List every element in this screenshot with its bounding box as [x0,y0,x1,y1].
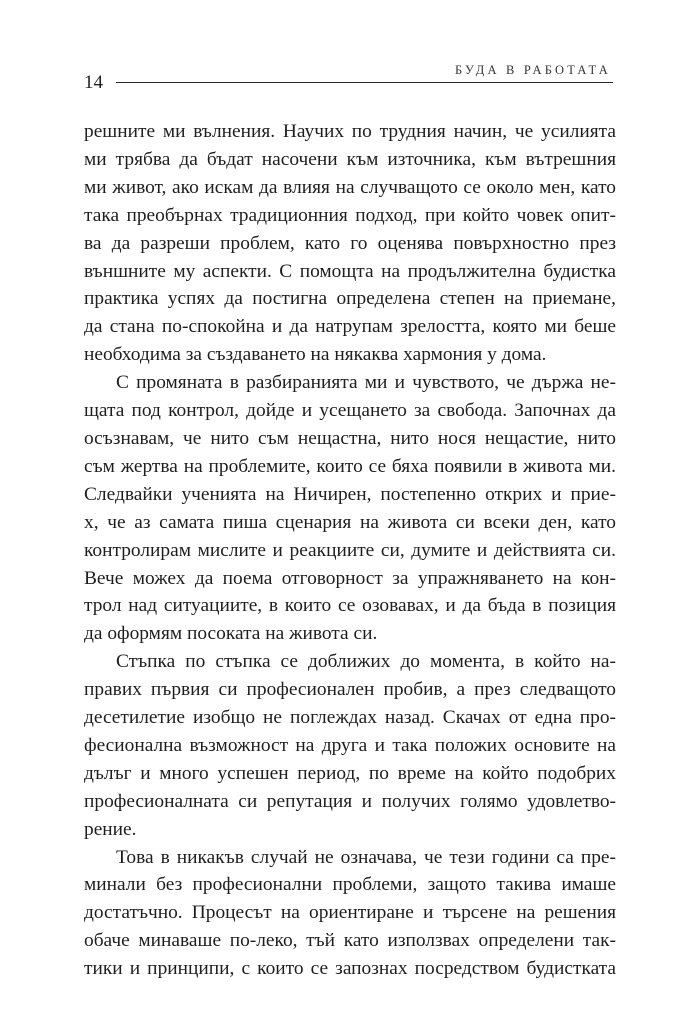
text-line: С промяната в разбиранията ми и чувството, че държа не- [116,372,616,394]
text-line: контролирам мислите и реакциите си, думите и действията си. [84,539,616,561]
text-line: ми трябва да бъдат насочени към източника, към вътрешния [84,148,616,170]
paragraph [84,844,616,984]
text-line: да стана по-спокойна и да натрупам зрелостта, която ми беше [84,316,616,338]
text-line: правих първия си професионален пробив, а през следващото [84,679,616,701]
text-line: професионалната си репутация и получих голямо удовлетво- [84,790,616,812]
text-line: достатъчно. Процесът на ориентиране и търсене на решения [84,902,616,924]
text-line: да оформям посоката на живота си. [84,623,378,645]
paragraph [84,648,616,843]
text-line: дълъг и много успешен период, по време на който подобрих [84,762,616,784]
text-line: Стъпка по стъпка се доближих до момента, в който на- [116,651,616,673]
text-line: десетилетие изобщо не поглеждах назад. Скачах от една про- [84,707,616,729]
text-line: Следвайки ученията на Ничирен, постепенно открих и прие- [84,483,616,505]
text-line: така преобърнах традиционния подход, при който човек опит- [84,204,616,226]
paragraph [84,369,616,648]
text-line: външните му аспекти. С помощта на продължителна будистка [84,260,616,282]
text-line: Вече можех да поема отговорност за упражняването на кон- [84,567,616,589]
text-line: практика успях да постигна определена степен на приемане, [84,288,616,310]
text-line: осъзнавам, че нито съм нещастна, нито нося нещастие, нито [84,427,616,449]
text-line: решните ми вълнения. Научих по трудния начин, че усилията [84,121,616,142]
running-header: БУДА В РАБОТАТА [455,63,611,77]
text-line: съм жертва на проблемите, които се бяха появили в живота ми. [84,455,616,477]
text-line: минали без професионални проблеми, защото такива имаше [84,874,616,896]
text-line: ва да разреши проблем, като го оценява повърхностно през [84,232,616,254]
text-line: необходима за създаването на някаква хармония у дома. [84,344,547,366]
body-text [84,118,616,983]
paragraph [84,118,616,369]
text-line: трол над ситуациите, в които се озовавах, и да бъда в позиция [84,595,616,617]
header-rule [116,82,613,83]
text-line: ми живот, ако искам да влияя на случващото се около мен, като [84,176,616,198]
text-line: тики и принципи, с които се запознах посредством будистката [84,958,616,980]
text-line: х, че аз самата пиша сценария на живота си всеки ден, като [84,511,616,533]
text-line: рение. [84,818,137,840]
text-line: обаче минаваше по-леко, тъй като използвах определени так- [84,930,616,952]
text-line: Това в никакъв случай не означава, че тези години са пре- [116,846,616,868]
text-line: щата под контрол, дойде и усещането за свобода. Започнах да [84,400,616,422]
text-line: фесионална възможност на друга и така положих основите на [84,734,616,756]
page-number: 14 [84,72,103,93]
